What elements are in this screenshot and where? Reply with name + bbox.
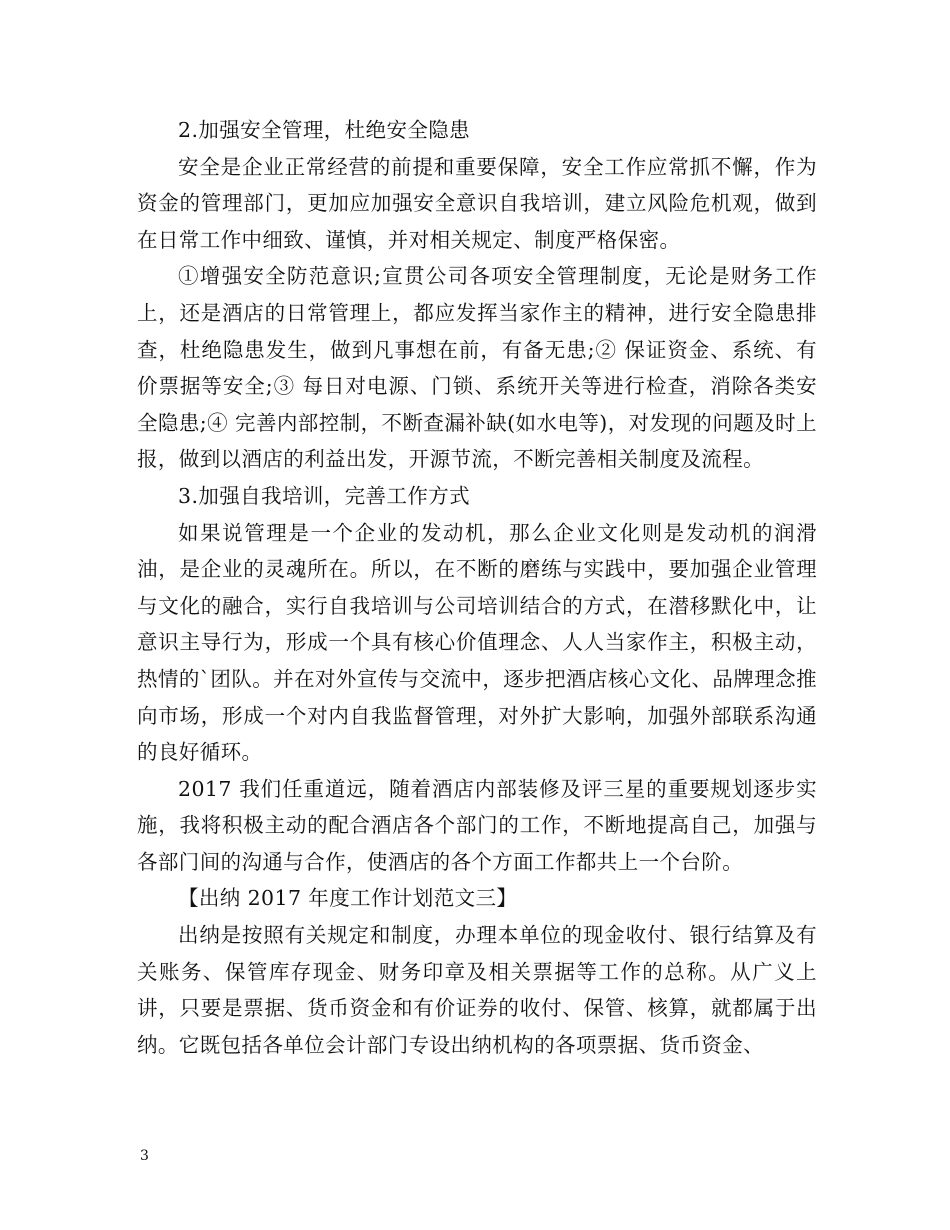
section-2-paragraph-1: 安全是企业正常经营的前提和重要保障，安全工作应常抓不懈，作为资金的管理部门，更加应加强安全意识自我培训，建立风险危机观，做到在日常工作中细致、谨慎，并对相关规定、制度严格保密。	[137, 154, 817, 252]
document-body	[137, 112, 817, 1063]
part-3-title: 【出纳 2017 年度工作计划范文三】	[178, 886, 518, 911]
closing-paragraph: 2017 我们任重道远，随着酒店内部装修及评三星的重要规划逐步实施，我将积极主动的配合酒店各个部门的工作，不断地提高自己，加强与各部门间的沟通与合作，使酒店的各个方面工作都共上一个台阶。	[137, 776, 817, 874]
part-3-paragraph-1: 出纳是按照有关规定和制度，办理本单位的现金收付、银行结算及有关账务、保管库存现金、财务印章及相关票据等工作的总称。从广义上讲，只要是票据、货币资金和有价证券的收付、保管、核算，就都属于出纳。它既包括各单位会计部门专设出纳机构的各项票据、货币资金、	[137, 923, 817, 1057]
section-3-heading: 3.加强自我培训，完善工作方式	[178, 483, 471, 508]
section-2-paragraph-2: ①增强安全防范意识;宣贯公司各项安全管理制度，无论是财务工作上，还是酒店的日常管理上，都应发挥当家作主的精神，进行安全隐患排查，杜绝隐患发生，做到凡事想在前，有备无患;② 保证资金、系统、有价票据等安全;③ 每日对电源、门锁、系统开关等进行检查，消除各类安全隐患;④ 完善内部控制，不断查漏补缺(如水电等)，对发现的问题及时上报，做到以酒店的利益出发，开源节流，不断完善相关制度及流程。	[137, 264, 817, 472]
section-2-heading: 2.加强安全管理，杜绝安全隐患	[178, 118, 471, 142]
page-number: 3	[140, 1148, 149, 1164]
section-3-paragraph-1: 如果说管理是一个企业的发动机，那么企业文化则是发动机的润滑油，是企业的灵魂所在。所以，在不断的磨练与实践中，要加强企业管理与文化的融合，实行自我培训与公司培训结合的方式，在潜移默化中，让意识主导行为，形成一个具有核心价值理念、人人当家作主，积极主动，热情的`团队。并在对外宣传与交流中，逐步把酒店核心文化、品牌理念推向市场，形成一个对内自我监督管理，对外扩大影响，加强外部联系沟通的良好循环。	[137, 520, 817, 765]
